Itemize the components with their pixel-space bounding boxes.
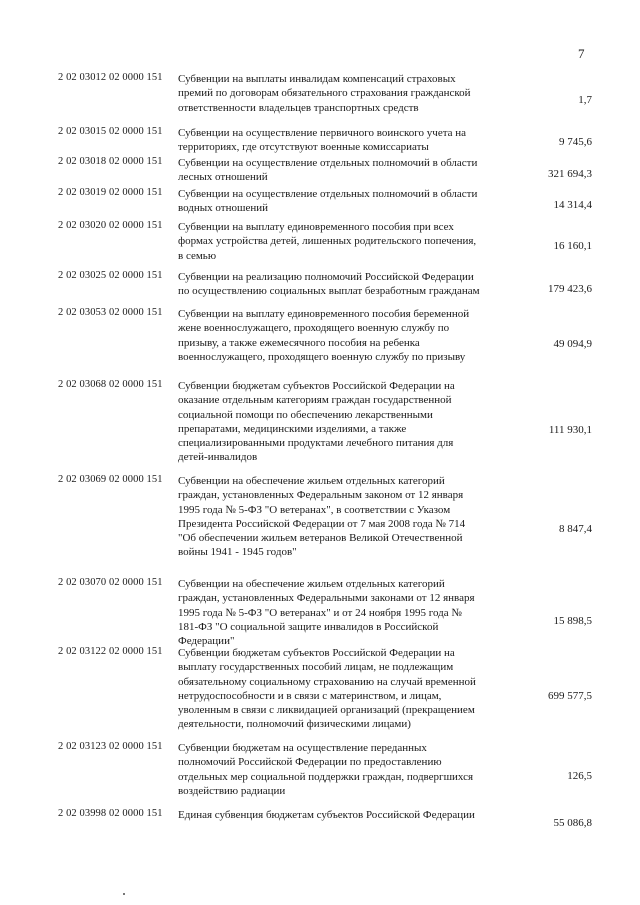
description-line: граждан, установленных Федеральными законами от 12 января [178, 592, 475, 605]
description-line: Субвенции на осуществление отдельных полномочий в области [178, 188, 478, 200]
amount-value: 9 745,6 [559, 136, 592, 148]
subvention-description [178, 646, 506, 732]
description-line: детей-инвалидов [178, 451, 258, 464]
description-line: Единая субвенция бюджетам субъектов Российской Федерации [178, 809, 475, 821]
page-number: 7 [578, 46, 585, 61]
description-line: призыву, а также ежемесячного пособия на ребенка [178, 336, 420, 349]
description-line: нетрудоспособности и в связи с материнством, и лицам, [178, 689, 442, 702]
subvention-description [178, 808, 506, 822]
amount-value: 321 694,3 [548, 168, 592, 180]
amount-value: 15 898,5 [553, 615, 592, 627]
subvention-description [178, 741, 506, 798]
description-line: обязательному социальному страхованию на случай временной [178, 675, 476, 688]
subvention-description [178, 307, 506, 364]
budget-code: 2 02 03123 02 0000 151 [58, 741, 163, 752]
budget-code: 2 02 03019 02 0000 151 [58, 187, 163, 198]
description-line: Субвенции на осуществление первичного воинского учета на [178, 127, 467, 139]
description-line: ответственности владельцев транспортных средств [178, 101, 419, 114]
description-line: жене военнослужащего, проходящего военную службу по [178, 322, 450, 335]
description-line: в семью [178, 249, 217, 262]
description-line: Субвенции на обеспечение жильем отдельных категорий [178, 475, 445, 487]
budget-code: 2 02 03018 02 0000 151 [58, 156, 163, 167]
budget-code: 2 02 03998 02 0000 151 [58, 808, 163, 819]
description-line: деятельности, полномочий физическими лицами) [178, 718, 411, 731]
budget-code: 2 02 03020 02 0000 151 [58, 220, 163, 231]
amount-value: 8 847,4 [559, 523, 592, 535]
description-line: Субвенции на выплату единовременного пособия беременной [178, 308, 470, 320]
subvention-description [178, 474, 506, 560]
description-line: "Об обеспечении жильем ветеранов Великой Отечественной [178, 532, 463, 545]
subvention-description [178, 72, 506, 115]
description-line: полномочий Российской Федерации по предоставлению [178, 756, 442, 769]
description-line: воздействию радиации [178, 784, 286, 797]
description-line: Субвенции на осуществление отдельных полномочий в области [178, 157, 478, 169]
description-line: по осуществлению социальных выплат безработным гражданам [178, 285, 480, 298]
budget-code: 2 02 03068 02 0000 151 [58, 379, 163, 390]
description-line: Субвенции на реализацию полномочий Российской Федерации [178, 271, 474, 283]
scan-speck [123, 893, 125, 895]
description-line: выплату государственных пособий лицам, не подлежащим [178, 661, 454, 674]
amount-value: 55 086,8 [553, 817, 592, 829]
description-line: социальной помощи по обеспечению лекарственными [178, 408, 433, 421]
description-line: уволенным в связи с ликвидацией организаций (прекращением [178, 704, 475, 717]
description-line: Субвенции на обеспечение жильем отдельных категорий [178, 578, 445, 590]
description-line: лесных отношений [178, 171, 268, 184]
subvention-description [178, 156, 506, 185]
description-line: премий по договорам обязательного страхования гражданской [178, 87, 471, 100]
amount-value: 179 423,6 [548, 283, 592, 295]
description-line: отдельных мер социальной поддержки граждан, подвергшихся [178, 770, 474, 783]
budget-code: 2 02 03025 02 0000 151 [58, 270, 163, 281]
description-line: Субвенции бюджетам на осуществление переданных [178, 742, 427, 754]
description-line: 1995 года № 5-ФЗ "О ветеранах" и от 24 ноября 1995 года № [178, 606, 462, 619]
description-line: Президента Российской Федерации от 7 мая 2008 года № 714 [178, 517, 466, 530]
description-line: 1995 года № 5-ФЗ "О ветеранах", в соответствии с Указом [178, 503, 451, 516]
amount-value: 111 930,1 [548, 424, 592, 436]
amount-value: 49 094,9 [553, 338, 592, 350]
description-line: Субвенции на выплаты инвалидам компенсаций страховых [178, 73, 456, 85]
description-line: Субвенции бюджетам субъектов Российской Федерации на [178, 647, 455, 659]
amount-value: 126,5 [567, 770, 592, 782]
description-line: препаратами, медицинскими изделиями, а также [178, 422, 407, 435]
subvention-description [178, 187, 506, 216]
amount-value: 699 577,5 [548, 690, 592, 702]
subvention-description [178, 220, 506, 263]
description-line: Федерации" [178, 635, 235, 648]
amount-value: 16 160,1 [553, 240, 592, 252]
subvention-description [178, 379, 506, 465]
description-line: войны 1941 - 1945 годов" [178, 546, 297, 559]
amount-value: 14 314,4 [553, 199, 592, 211]
budget-code: 2 02 03070 02 0000 151 [58, 577, 163, 588]
subvention-description [178, 126, 506, 155]
subvention-description [178, 270, 506, 299]
budget-code: 2 02 03122 02 0000 151 [58, 646, 163, 657]
subvention-description [178, 577, 506, 648]
budget-code: 2 02 03012 02 0000 151 [58, 72, 163, 83]
description-line: 181-ФЗ "О социальной защите инвалидов в Российской [178, 620, 439, 633]
budget-code: 2 02 03015 02 0000 151 [58, 126, 163, 137]
description-line: оказание отдельным категориям граждан государственной [178, 394, 452, 407]
description-line: граждан, установленных Федеральным законом от 12 января [178, 489, 464, 502]
amount-value: 1,7 [578, 94, 592, 106]
description-line: Субвенции на выплату единовременного пособия при всех [178, 221, 454, 233]
description-line: водных отношений [178, 202, 268, 215]
budget-code: 2 02 03053 02 0000 151 [58, 307, 163, 318]
description-line: специализированными продуктами лечебного питания для [178, 437, 454, 450]
description-line: военнослужащего, проходящего военную службу по призыву [178, 350, 466, 363]
description-line: территориях, где отсутствуют военные комиссариаты [178, 141, 429, 154]
description-line: формах устройства детей, лишенных родительского попечения, [178, 235, 477, 248]
budget-code: 2 02 03069 02 0000 151 [58, 474, 163, 485]
description-line: Субвенции бюджетам субъектов Российской Федерации на [178, 380, 455, 392]
